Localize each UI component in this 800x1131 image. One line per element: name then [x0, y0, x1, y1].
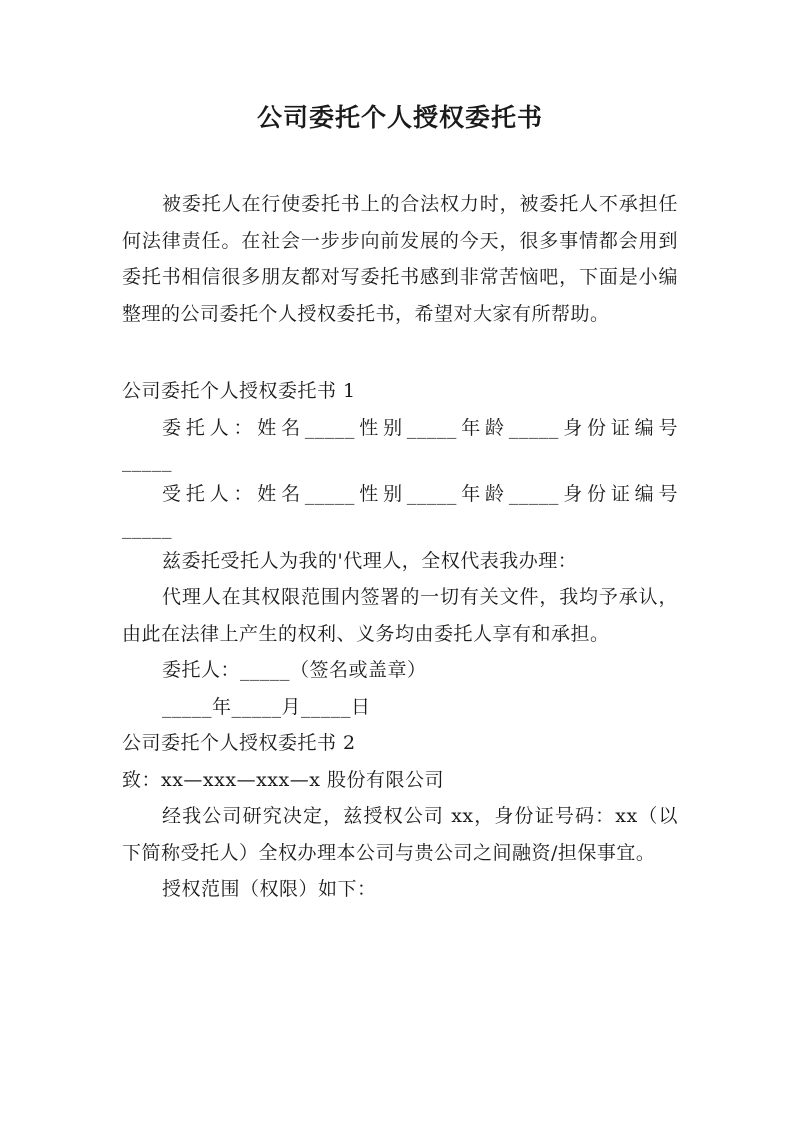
decision-paragraph: 经我公司研究决定，兹授权公司 xx，身份证号码：xx（以下简称受托人）全权办理本公司与贵公司之间融资/担保事宜。	[122, 805, 678, 864]
authorization-statement: 兹委托受托人为我的'代理人，全权代表我办理：	[162, 549, 578, 572]
section-2-heading: 公司委托个人授权委托书 2	[122, 732, 356, 754]
agent-id-blank: _____	[122, 516, 172, 539]
intro-paragraph: 被委托人在行使委托书上的合法权力时，被委托人不承担任何法律责任。在社会一步步向前发展的今天，很多事情都会用到委托书相信很多朋友都对写委托书感到非常苦恼吧，下面是小编整理的公司委托个人授权委托书，希望对大家有所帮助。	[122, 193, 678, 325]
authorization-scope: 代理人在其权限范围内签署的一切有关文件，我均予承认，由此在法律上产生的权利、义务均由委托人享有和承担。	[122, 586, 678, 645]
section-1-heading: 公司委托个人授权委托书 1	[122, 380, 356, 402]
agent-info-line: 受托人：姓名_____性别_____年龄_____身份证编号	[162, 483, 678, 505]
principal-id-blank: _____	[122, 450, 172, 472]
document-title: 公司委托个人授权委托书	[256, 103, 543, 132]
document-body	[122, 186, 678, 908]
principal-info-line: 委托人：姓名_____性别_____年龄_____身份证编号	[162, 416, 678, 439]
recipient-line: 致：xx—xxx—xxx—x 股份有限公司	[122, 768, 444, 791]
principal-signature-line: 委托人：_____（签名或盖章）	[162, 659, 427, 681]
date-line: _____年_____月_____日	[162, 695, 371, 718]
scope-heading: 授权范围（权限）如下：	[162, 878, 377, 900]
